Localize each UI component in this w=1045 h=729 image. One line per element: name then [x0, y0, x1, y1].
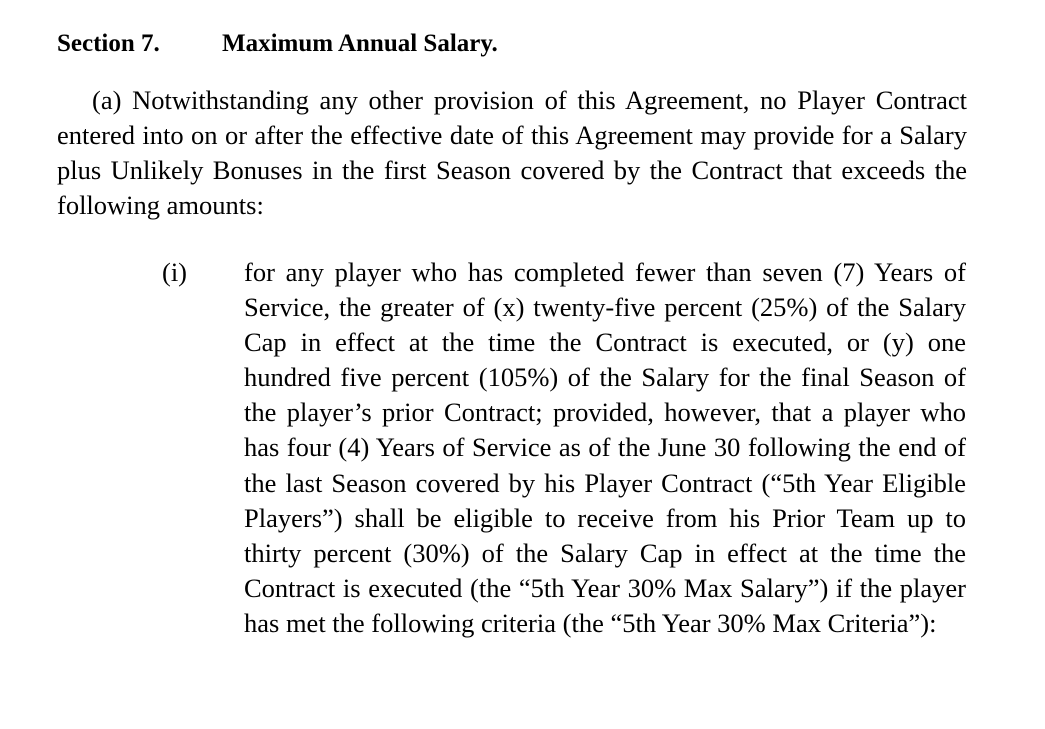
section-heading: [57, 30, 498, 58]
paragraph-a: (a) Notwithstanding any other provision of this Agreement, no Player Contract entered into on or after the effective date of this Agreement may provide for a Salary plus Unlikely Bonuses in the first Season covered by the Contract that exceeds the following amounts:: [57, 85, 967, 220]
item-i-label: (i): [162, 257, 188, 287]
section-number: Section 7.: [57, 30, 160, 57]
item-i-text: for any player who has completed fewer than seven (7) Years of Service, the greater of (x) twenty-five percent (25%) of the Salary Cap in effect at the time the Contract is executed, or (y) one hundred five percent (105%) of the Salary for the final Season of the player’s prior Contract; provided, however, that a player who has four (4) Years of Service as of the June 30 following the end of the last Season covered by his Player Contract (“5th Year Eligible Players”) shall be eligible to receive from his Prior Team up to thirty percent (30%) of the Salary Cap in effect at the time the Contract is executed (the “5th Year 30% Max Salary”) if the player has met the following criteria (the “5th Year 30% Max Criteria”):: [244, 257, 966, 638]
section-title: Maximum Annual Salary.: [222, 30, 498, 57]
